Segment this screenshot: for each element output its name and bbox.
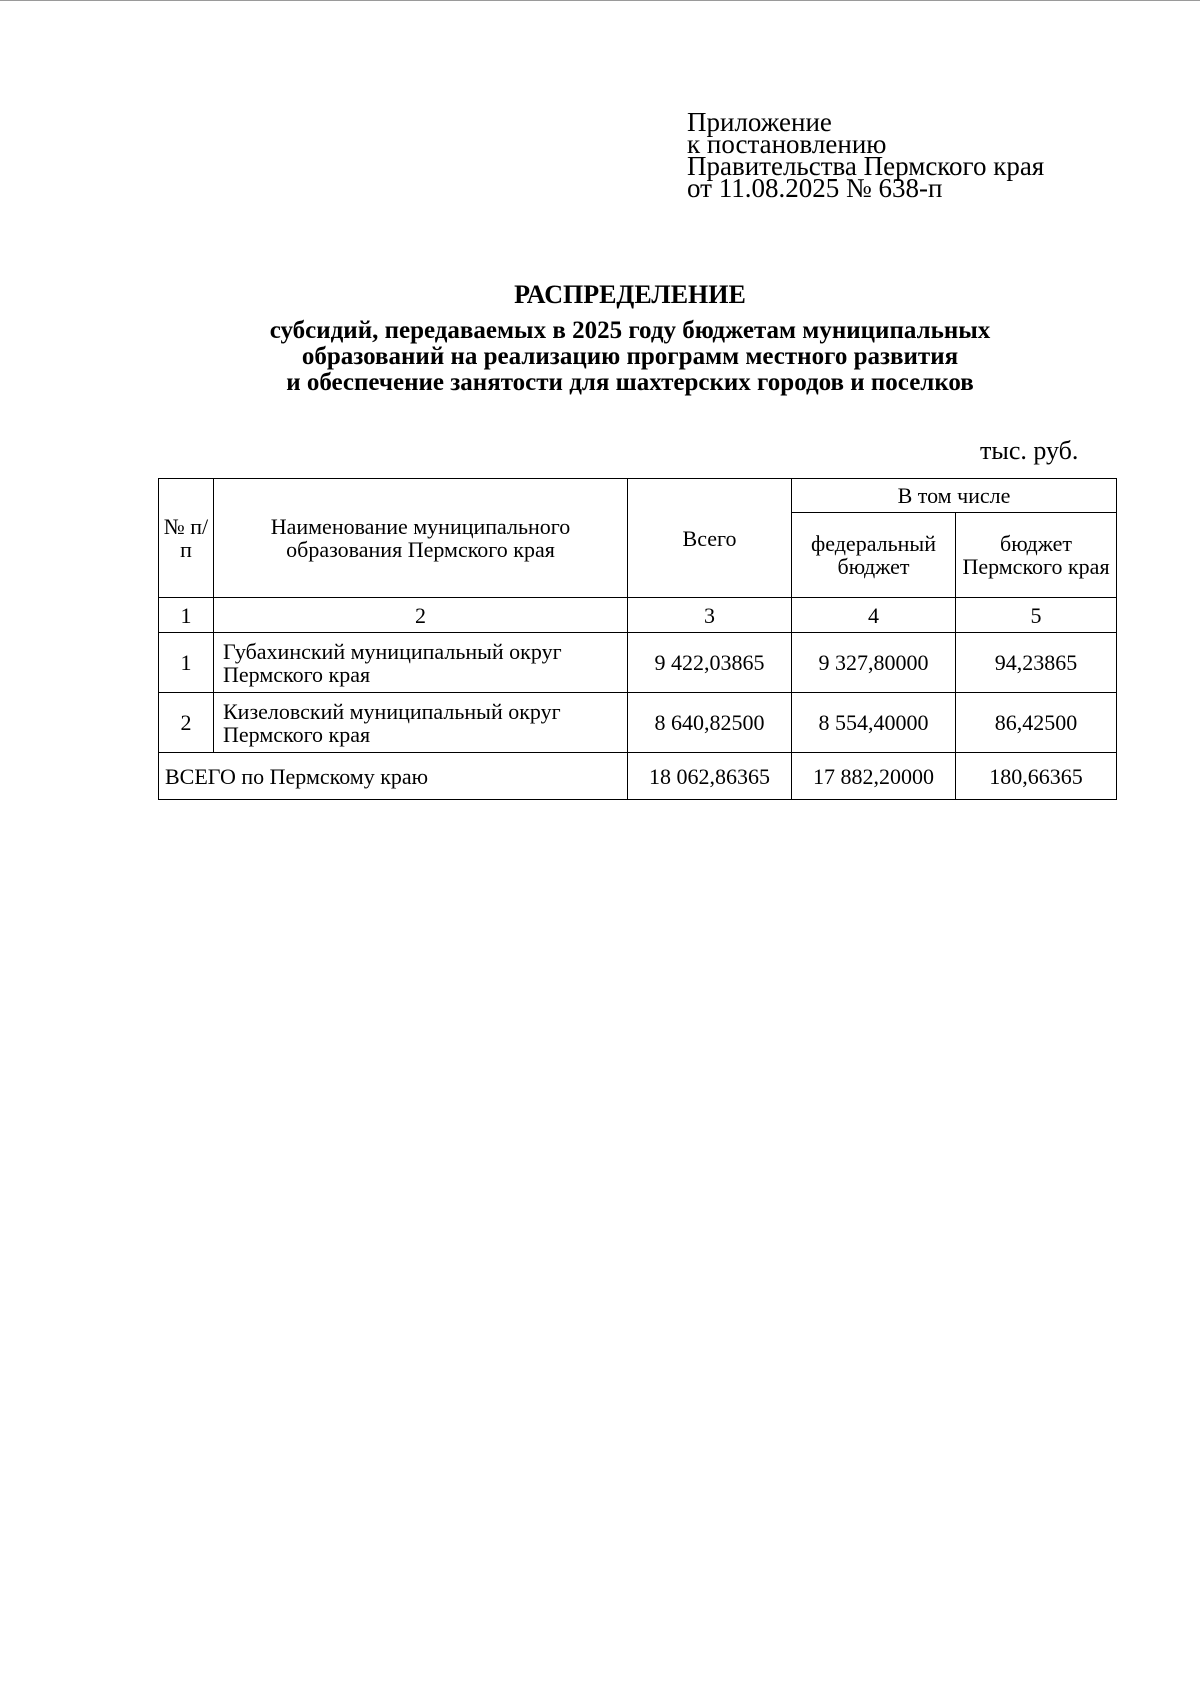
column-number: 2	[214, 598, 628, 633]
header-row	[159, 479, 1117, 513]
column-number-row	[159, 598, 1117, 633]
column-number: 5	[956, 598, 1117, 633]
header-name: Наименование муниципального образования Пермского края	[214, 479, 628, 598]
title-block	[0, 280, 1200, 396]
subsidy-table	[158, 478, 1117, 800]
scan-top-edge	[0, 0, 1200, 1]
column-number: 3	[628, 598, 792, 633]
annex-line-4: от 11.08.2025 № 638-п	[687, 173, 943, 203]
document-title: РАСПРЕДЕЛЕНИЕ	[514, 280, 746, 309]
annex-line-2: к постановлению	[687, 129, 887, 159]
subtitle-line-3: и обеспечение занятости для шахтерских городов и поселков	[286, 369, 974, 396]
header-num: № п/п	[159, 479, 214, 598]
row-name: Губахинский муниципальный округ Пермского края	[214, 633, 628, 693]
row-total: 8 640,82500	[628, 693, 792, 753]
row-num: 1	[159, 633, 214, 693]
header-federal: федеральный бюджет	[792, 513, 956, 598]
header-total: Всего	[628, 479, 792, 598]
table-row	[159, 693, 1117, 753]
units-label: тыс. руб.	[980, 436, 1079, 465]
document-subtitle	[0, 318, 1200, 396]
header-regional: бюджет Пермского края	[956, 513, 1117, 598]
row-federal: 8 554,40000	[792, 693, 956, 753]
grand-total-regional: 180,66365	[956, 753, 1117, 800]
row-federal: 9 327,80000	[792, 633, 956, 693]
row-num: 2	[159, 693, 214, 753]
grand-total-total: 18 062,86365	[628, 753, 792, 800]
annex-note	[687, 107, 1045, 203]
table-row	[159, 633, 1117, 693]
grand-total-federal: 17 882,20000	[792, 753, 956, 800]
header-including: В том числе	[792, 479, 1117, 513]
grand-total-row	[159, 753, 1117, 800]
subtitle-line-2: образований на реализацию программ местного развития	[301, 343, 959, 370]
annex-line-1: Приложение	[687, 107, 832, 137]
row-regional: 94,23865	[956, 633, 1117, 693]
column-number: 4	[792, 598, 956, 633]
grand-total-label: ВСЕГО по Пермскому краю	[159, 753, 628, 800]
row-total: 9 422,03865	[628, 633, 792, 693]
subtitle-line-1: субсидий, передаваемых в 2025 году бюджетам муниципальных	[269, 317, 991, 344]
row-regional: 86,42500	[956, 693, 1117, 753]
annex-line-3: Правительства Пермского края	[687, 151, 1045, 181]
column-number: 1	[159, 598, 214, 633]
row-name: Кизеловский муниципальный округ Пермского края	[214, 693, 628, 753]
